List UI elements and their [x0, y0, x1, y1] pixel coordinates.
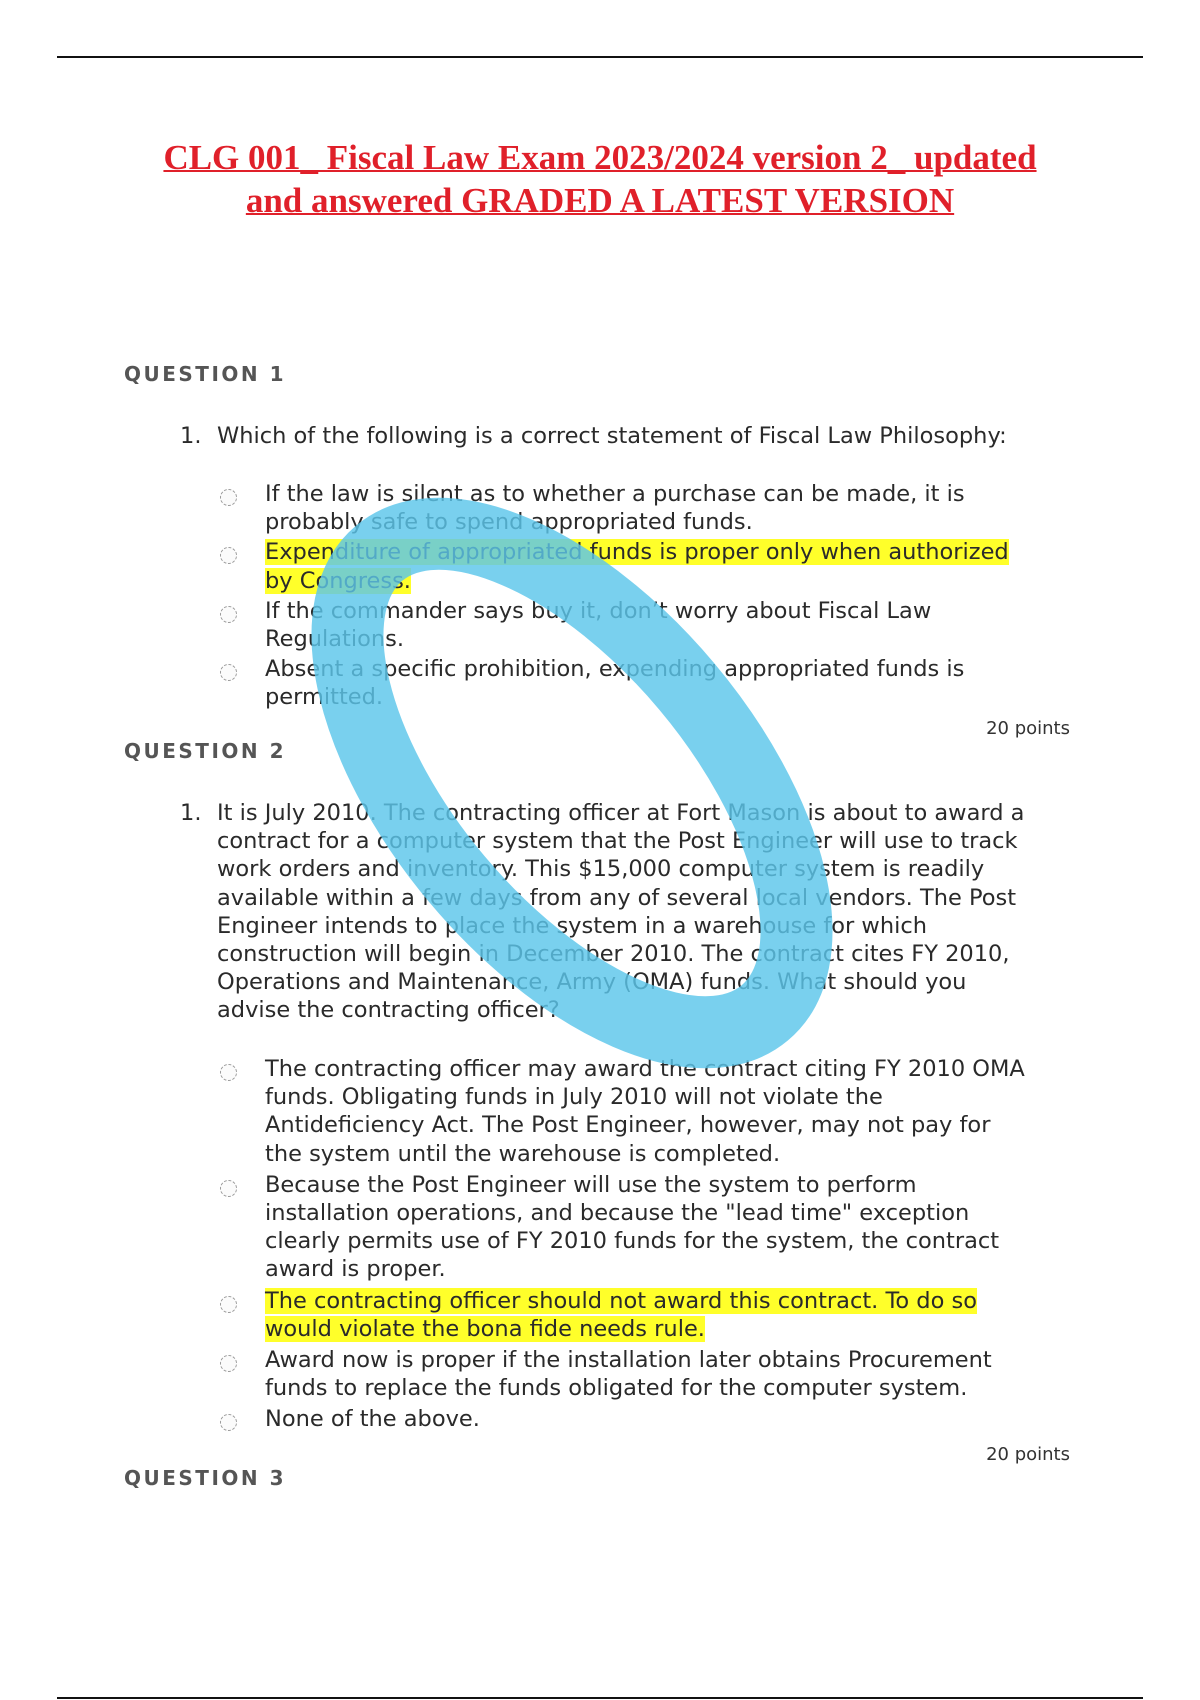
document-title — [100, 136, 1100, 222]
option-text: None of the above. — [265, 1406, 480, 1433]
question-2-option-b[interactable] — [220, 1171, 1100, 1284]
title-line-1: CLG 001_ Fiscal Law Exam 2023/2024 version 2_ updated — [163, 138, 1037, 177]
radio-button-icon[interactable] — [220, 664, 237, 681]
question-1-option-a[interactable] — [220, 480, 1100, 536]
question-1-text: Which of the following is a correct statement of Fiscal Law Philosophy: — [217, 423, 1007, 449]
top-rule — [57, 56, 1143, 58]
question-2-number: 1. — [180, 800, 202, 826]
question-2-option-c[interactable] — [220, 1287, 1100, 1343]
option-text-highlighted: Expenditure of appropriated funds is proper only when authorized by Congress. — [265, 539, 1009, 594]
question-2-heading: QUESTION 2 — [124, 739, 287, 763]
question-1-prompt — [180, 422, 1080, 450]
question-1-heading: QUESTION 1 — [124, 362, 287, 386]
question-2-text: It is July 2010. The contracting officer at Fort Mason is about to award a contract for a computer system that the Post Engineer will use to track work orders and inventory. This $15,000 computer system is readily available within a few days from any of several local vendors. The Post Engineer intends to place the system in a warehouse for which construction will begin in December 2010. The contract cites FY 2010, Operations and Maintenance, Army (OMA) funds. What should you advise the contracting officer? — [217, 800, 1025, 1024]
radio-button-icon[interactable] — [220, 606, 237, 623]
option-text: Absent a specific prohibition, expending appropriated funds is permitted. — [265, 656, 965, 711]
option-text: If the law is silent as to whether a purchase can be made, it is probably safe to spend appropriated funds. — [265, 481, 965, 536]
question-1-option-d[interactable] — [220, 655, 1100, 711]
radio-button-icon[interactable] — [220, 1414, 237, 1431]
question-2-prompt — [180, 799, 1080, 1025]
radio-button-icon[interactable] — [220, 1355, 237, 1372]
question-2-points: 20 points — [986, 1444, 1070, 1465]
option-text: Award now is proper if the installation later obtains Procurement funds to replace the funds obligated for the computer system. — [265, 1347, 992, 1402]
question-2-option-a[interactable] — [220, 1055, 1100, 1168]
radio-button-icon[interactable] — [220, 489, 237, 506]
title-line-2: and answered GRADED A LATEST VERSION — [245, 181, 955, 220]
question-3-heading: QUESTION 3 — [124, 1466, 287, 1490]
question-1-options — [220, 480, 1100, 712]
question-1-number: 1. — [180, 423, 202, 449]
question-2-option-d[interactable] — [220, 1346, 1100, 1402]
question-2-options — [220, 1055, 1100, 1434]
option-text: If the commander says buy it, don’t worry about Fiscal Law Regulations. — [265, 597, 932, 653]
question-1-option-b[interactable] — [220, 538, 1100, 594]
question-1-points: 20 points — [986, 718, 1070, 739]
question-1-option-c[interactable] — [220, 597, 1100, 653]
option-text: Because the Post Engineer will use the system to perform installation operations, and because the "lead time" exception clearly permits use of FY 2010 funds for the system, the contract award is proper. — [265, 1171, 1000, 1283]
option-text: The contracting officer may award the contract citing FY 2010 OMA funds. Obligating funds in July 2010 will not violate the Antideficiency Act. The Post Engineer, however, may not pay for the system until the warehouse is completed. — [265, 1056, 1025, 1167]
radio-button-icon[interactable] — [220, 547, 237, 564]
radio-button-icon[interactable] — [220, 1064, 237, 1081]
radio-button-icon[interactable] — [220, 1180, 237, 1197]
question-2-option-e[interactable] — [220, 1405, 1100, 1433]
bottom-rule — [57, 1697, 1143, 1699]
radio-button-icon[interactable] — [220, 1296, 237, 1313]
option-text-highlighted: The contracting officer should not award this contract. To do so would violate the bona fide needs rule. — [265, 1287, 977, 1342]
